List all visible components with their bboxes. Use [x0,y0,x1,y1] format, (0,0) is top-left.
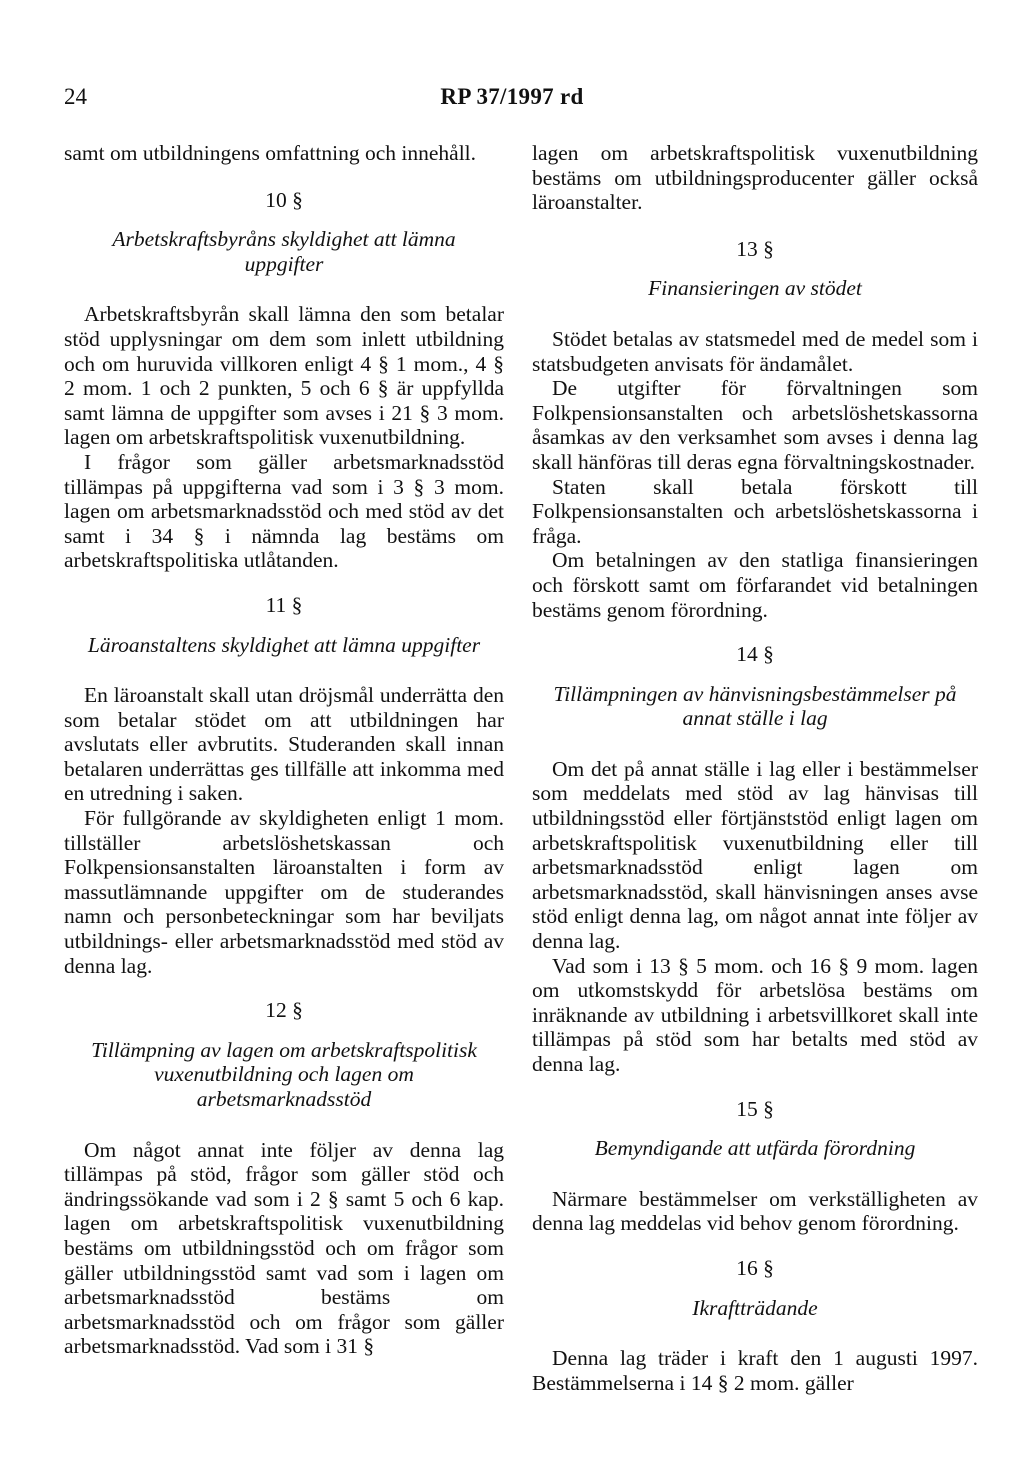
left-column [64,141,504,1359]
section-13-paragraph-1: Stödet betalas av statsmedel med de medel som i statsbudgeten anvisats för ändamålet. [532,326,978,376]
section-15-title: Bemyndigande att utfärda förordning [594,1136,916,1161]
section-11-title: Läroanstaltens skyldighet att lämna uppgifter [87,632,481,657]
section-13-title: Finansieringen av stödet [648,276,862,301]
section-11-paragraph-2: För fullgörande av skyldigheten enligt 1 mom. tillställer arbetslöshetskassan och Folkpensionsanstalten läroanstalten i form av massutlämnande uppgifter om de studerandes namn och personbeteckningar som har beviljats utbildnings- eller arbetsmarknadsstöd med stöd av denna lag. [64,806,504,978]
section-10-paragraph-1: Arbetskraftsbyrån skall lämna den som betalar stöd upplysningar om dem som inlett utbildning och om huruvida villkoren enligt 4 § 1 mom., 4 § 2 mom. 1 och 2 punkten, 5 och 6 § är uppfyllda samt lämna de uppgifter som avses i 21 § 3 mom. lagen om arbetskraftspolitisk vuxenutbildning. [64,302,504,450]
section-15-number: 15 § [736,1096,774,1121]
section-10-paragraph-2: I frågor som gäller arbetsmarknadsstöd tillämpas på uppgifterna vad som i 3 § 3 mom. lagen om arbetsmarknadsstöd och med stöd av det samt i 34 § i nämnda lag bestäms om arbetskraftspolitiska utlåtanden. [64,449,504,573]
right-intro-paragraph: lagen om arbetskraftspolitisk vuxenutbildning bestäms om utbildningsproducenter gäller också läroanstalter. [532,141,978,215]
section-12-number: 12 § [265,998,303,1023]
section-11-number: 11 § [265,592,303,617]
right-column [532,141,978,1395]
section-10-title: Arbetskraftsbyråns skyldighet att lämna uppgifter [112,227,456,276]
section-14-number: 14 § [736,642,774,667]
section-14-title: Tillämpningen av hänvisningsbestämmelser på annat ställe i lag [553,681,957,731]
section-15-paragraph-1: Närmare bestämmelser om verkställigheten av denna lag meddelas vid behov genom förordning. [532,1186,978,1236]
section-12-paragraph-1: Om något annat inte följer av denna lag tillämpas på stöd, frågor som gäller stöd och ändringssökande vad som i 2 § samt 5 och 6 kap. lagen om arbetskraftspolitisk vuxenutbildning bestäms om utbildningsstöd och om frågor som gäller utbildningsstöd samt vad som i lagen om arbetsmarknadsstöd bestäms om arbetsmarknadsstöd och om frågor som gäller arbetsmarknadsstöd. Vad som i 31 § [64,1137,504,1359]
running-title: RP 37/1997 rd [440,84,584,109]
section-12-title: Tillämpning av lagen om arbetskraftspolitisk vuxenutbildning och lagen om arbetsmarknadsstöd [91,1037,477,1111]
section-16-title: Ikraftträdande [692,1295,818,1320]
page-number: 24 [64,84,87,109]
section-13-paragraph-4: Om betalningen av den statliga finansieringen och förskott samt om förfarandet vid betalningen bestäms genom förordning. [532,548,978,622]
section-16-number: 16 § [736,1255,774,1280]
section-10-number: 10 § [265,187,303,212]
section-14-paragraph-2: Vad som i 13 § 5 mom. och 16 § 9 mom. lagen om utkomstskydd för arbetslösa bestäms om inräknande av utbildning i arbetsvillkoret skall inte tillämpas på stöd som har betalts med stöd av denna lag. [532,953,978,1076]
section-11-paragraph-1: En läroanstalt skall utan dröjsmål underrätta den som betalar stödet om att utbildningen har avslutats eller avbrutits. Studeranden skall innan betalaren underrättas ges tillfälle att inkomma med en utredning i saken. [64,683,504,806]
left-intro-paragraph: samt om utbildningens omfattning och innehåll. [64,141,477,165]
section-13-paragraph-3: Staten skall betala förskott till Folkpensionsanstalten och arbetslöshetskassorna i fråga. [532,474,978,548]
section-13-number: 13 § [736,236,774,261]
section-13-paragraph-2: De utgifter för förvaltningen som Folkpensionsanstalten och arbetslöshetskassorna åsamkas av den verksamhet som avses i denna lag skall hänföras till deras egna förvaltningskostnader. [532,376,978,474]
section-14-paragraph-1: Om det på annat ställe i lag eller i bestämmelser som meddelats med stöd av lag hänvisas till utbildningsstöd eller förtjänststöd enligt lagen om arbetskraftspolitisk vuxenutbildning eller till arbetsmarknadsstöd enligt lagen om arbetsmarknadsstöd, skall hänvisningen anses avse stöd enligt denna lag, om något annat inte följer av denna lag. [532,756,978,954]
section-16-paragraph-1: Denna lag träder i kraft den 1 augusti 1997. Bestämmelserna i 14 § 2 mom. gäller [532,1346,978,1395]
